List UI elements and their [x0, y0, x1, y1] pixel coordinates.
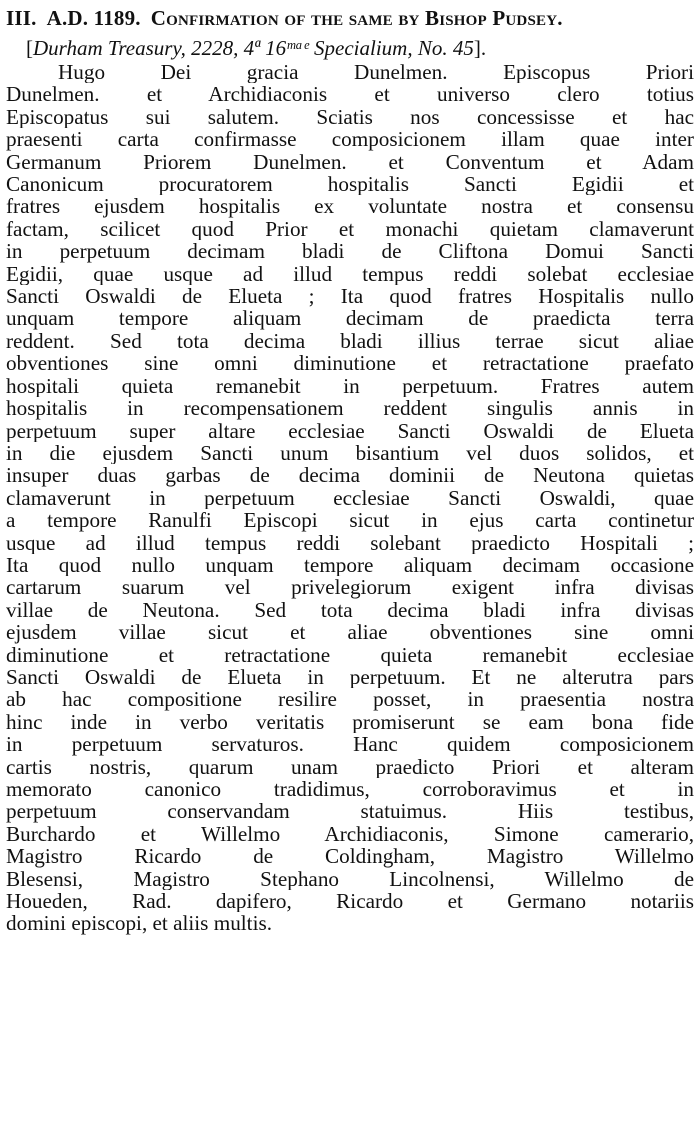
body-line: in die ejusdem Sancti unum bisantium vel duos solidos, et — [6, 441, 694, 465]
body-line: ejusdem villae sicut et aliae obventiones sine omni — [6, 621, 694, 644]
source-citation: Durham Treasury, 2228, 4ª 16ᵐᵃᵉ Specialium, No. 45 — [33, 36, 474, 60]
body-line: a tempore Ranulfi Episcopi sicut in ejus carta continetur — [6, 509, 694, 532]
body-line: insuper duas garbas de decima dominii de Neutona quietas — [6, 464, 694, 487]
body-line: cartis nostris, quarum unam praedicto Priori et alteram — [6, 755, 694, 778]
body-line: Blesensi, Magistro Stephano Lincolnensi, Willelmo de — [6, 867, 694, 891]
body-line: hospitali quieta remanebit in perpetuum. Fratres autem — [6, 374, 694, 398]
body-line: Burchardo et Willelmo Archidiaconis, Simone camerario, — [6, 822, 694, 846]
body-line: villae de Neutona. Sed tota decima bladi infra divisas — [6, 598, 694, 622]
body-line: hospitalis in recompensationem reddent singulis annis in — [6, 397, 694, 420]
body-line: ab hac compositione resilire posset, in praesentia nostra — [6, 688, 694, 711]
body-line: Germanum Priorem Dunelmen. et Conventum et Adam — [6, 150, 694, 174]
body-line: reddent. Sed tota decima bladi illius terrae sicut aliae — [6, 329, 694, 353]
body-line: Sancti Oswaldi de Elueta in perpetuum. Et ne alterutra pars — [6, 665, 694, 689]
body-line: usque ad illud tempus reddi solebant praedicto Hospitali ; — [6, 531, 694, 554]
body-line: perpetuum super altare ecclesiae Sancti Oswaldi de Elueta — [6, 419, 694, 442]
body-line: Canonicum procuratorem hospitalis Sancti Egidii et — [6, 173, 694, 196]
source-reference — [6, 35, 694, 61]
charter-date: A.D. 1189. — [46, 6, 141, 30]
body-line: in perpetuum servaturos. Hanc quidem composicionem — [6, 733, 694, 756]
body-line: Episcopatus sui salutem. Sciatis nos concessisse et hac — [6, 105, 694, 129]
body-line: praesenti carta confirmasse composicionem illam quae inter — [6, 128, 694, 151]
body-line: in perpetuum decimam bladi de Cliftona Domui Sancti — [6, 240, 694, 263]
body-line: Sancti Oswaldi de Elueta ; Ita quod fratres Hospitalis nullo — [6, 285, 694, 308]
body-line: memorato canonico tradidimus, corroboravimus et in — [6, 778, 694, 801]
body-line: Houeden, Rad. dapifero, Ricardo et Germano notariis — [6, 890, 694, 913]
source-close-bracket: ]. — [473, 36, 487, 60]
charter-body — [6, 61, 694, 935]
charter-heading — [6, 6, 694, 31]
body-line: fratres ejusdem hospitalis ex voluntate nostra et consensu — [6, 195, 694, 218]
body-line: clamaverunt in perpetuum ecclesiae Sancti Oswaldi, quae — [6, 486, 694, 510]
body-line: factam, scilicet quod Prior et monachi quietam clamaverunt — [6, 217, 694, 241]
body-line: obventiones sine omni diminutione et retractatione praefato — [6, 352, 694, 375]
body-line: Egidii, quae usque ad illud tempus reddi solebat ecclesiae — [6, 262, 694, 286]
body-line: perpetuum conservandam statuimus. Hiis testibus, — [6, 800, 694, 823]
body-line: hinc inde in verbo veritatis promiserunt se eam bona fide — [6, 710, 694, 734]
document-page — [6, 6, 694, 935]
body-line: diminutione et retractatione quieta remanebit ecclesiae — [6, 643, 694, 666]
charter-title: Confirmation of the same by Bishop Pudsey. — [150, 6, 563, 30]
body-line: cartarum suarum vel privelegiorum exigent infra divisas — [6, 576, 694, 599]
body-line: Dunelmen. et Archidiaconis et universo clero totius — [6, 83, 694, 106]
body-line: domini episcopi, et aliis multis. — [6, 912, 273, 935]
body-line: Hugo Dei gracia Dunelmen. Episcopus Priori — [58, 61, 694, 84]
body-line: Magistro Ricardo de Coldingham, Magistro Willelmo — [6, 845, 694, 868]
body-line: Ita quod nullo unquam tempore aliquam decimam occasione — [6, 553, 694, 577]
body-line: unquam tempore aliquam decimam de praedicta terra — [6, 307, 694, 330]
charter-number: III. — [6, 6, 37, 30]
source-open-bracket: [ — [26, 36, 33, 60]
